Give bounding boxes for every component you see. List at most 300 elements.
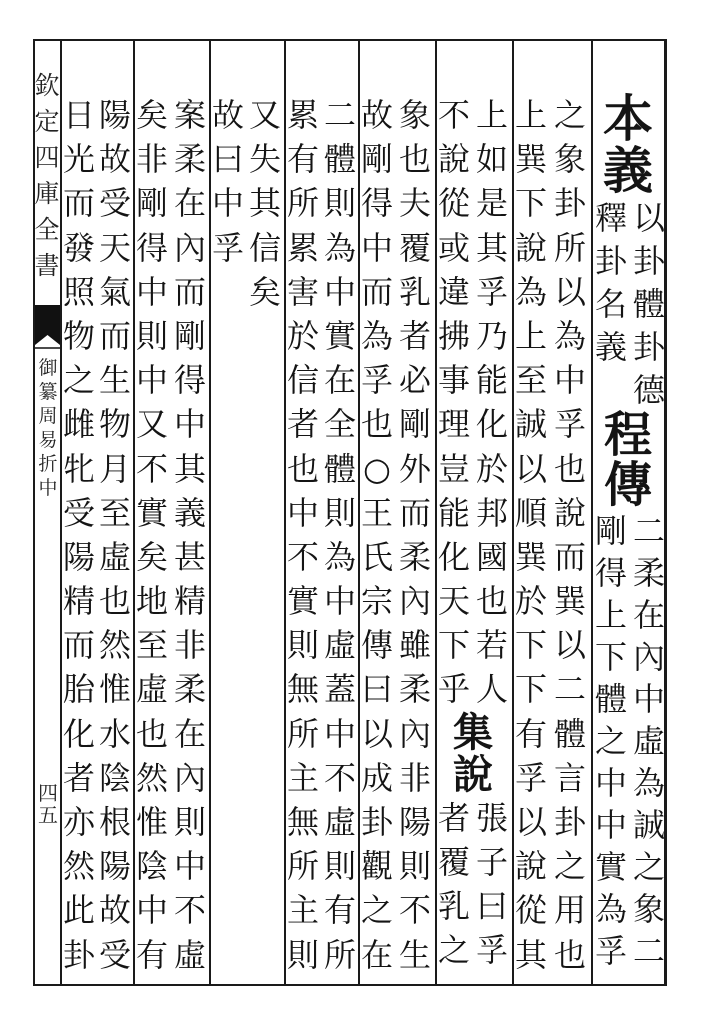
glyph: 然 [98,626,131,665]
glyph: 之 [62,361,95,400]
glyph: 於 [475,449,508,488]
glyph: 是 [475,184,508,223]
glyph: 卦 [62,935,95,974]
glyph: 子 [475,843,508,881]
frame-top-border [33,39,667,41]
glyph: 惟 [135,803,168,841]
glyph: 御 [38,357,58,379]
glyph: 體 [632,285,665,323]
glyph: 理 [437,405,470,444]
glyph: 中 [553,361,586,400]
glyph: 則 [286,626,319,665]
glyph: 至 [514,361,547,400]
glyph: 而 [98,316,131,355]
glyph: 卦 [360,803,393,841]
glyph: 說 [437,140,470,179]
glyph: 矣 [248,272,281,311]
glyph: 柔 [173,670,206,709]
glyph: 全 [34,215,60,244]
glyph: 四 [34,143,60,172]
glyph: 柔 [173,140,206,179]
glyph: 說 [514,228,547,267]
glyph: 而 [398,493,431,532]
glyph: 張 [475,799,508,837]
glyph: 上 [475,96,508,134]
glyph: 以 [514,449,547,488]
glyph: 而 [553,537,586,576]
glyph: 中 [594,806,627,844]
glyph: 二 [632,512,665,550]
glyph: 得 [360,184,393,223]
benyi-heading [593,89,663,200]
glyph: 陽 [98,847,131,886]
glyph: 日 [62,96,95,134]
glyph: 卦 [553,803,586,841]
series-title [33,68,61,284]
benyi-note-left [593,197,629,369]
text-column-2-right [552,93,588,977]
glyph: 曰 [360,670,393,709]
glyph: 體 [323,140,356,179]
glyph: 中 [173,405,206,444]
glyph: 纂 [38,381,58,403]
glyph: 也 [475,582,508,621]
text-column-4-right [397,93,433,977]
glyph: 不 [135,449,168,488]
glyph: 二 [553,670,586,709]
glyph: 則 [323,493,356,532]
glyph: 定 [34,107,60,136]
text-column-5-left [285,93,321,977]
glyph: 也 [286,449,319,488]
glyph: 然 [62,847,95,886]
glyph: 得 [173,361,206,400]
glyph: 不 [437,96,470,134]
glyph: 卦 [594,242,627,280]
glyph: 而 [360,272,393,311]
glyph: 體 [323,449,356,488]
glyph: 覆 [437,843,470,881]
glyph: 孚 [594,932,627,970]
glyph: 四 [38,781,58,805]
glyph: 二 [323,96,356,134]
glyph: 巽 [553,582,586,621]
glyph: 化 [475,405,508,444]
glyph: 內 [173,758,206,797]
chengzhuan-note-right [631,510,667,972]
book-title [36,356,60,500]
glyph: 陰 [135,847,168,886]
glyph: 受 [98,184,131,223]
glyph: 事 [437,361,470,400]
glyph: 害 [286,272,319,311]
glyph: 者 [62,758,95,797]
glyph: 則 [323,847,356,886]
glyph: 柔 [398,670,431,709]
glyph: 則 [398,847,431,886]
glyph: 不 [398,891,431,930]
glyph: 宗 [360,582,393,621]
text-column-6-right [247,93,283,314]
glyph: 曰 [211,140,244,179]
glyph: 精 [62,582,95,621]
glyph: 欽 [34,71,60,100]
glyph: 柔 [398,537,431,576]
glyph: 精 [173,582,206,621]
glyph: 中 [323,714,356,753]
glyph: 義 [603,141,653,200]
glyph: 中 [286,493,319,532]
glyph: 也 [553,449,586,488]
glyph: 為 [632,764,665,802]
glyph: 傳 [603,457,652,513]
glyph: 天 [437,582,470,621]
glyph: 矣 [135,537,168,576]
glyph: 有 [323,891,356,930]
glyph: 易 [38,429,58,451]
glyph: 其 [475,228,508,267]
glyph: 生 [398,935,431,974]
glyph: 也 [98,582,131,621]
glyph: 中 [323,582,356,621]
glyph: 以 [514,803,547,841]
glyph: 虛 [323,803,356,841]
glyph: 中 [632,680,665,718]
glyph: 程 [603,407,652,463]
glyph: 如 [475,140,508,179]
glyph: 上 [514,316,547,355]
text-column-6-left [210,93,246,270]
glyph: 從 [437,184,470,223]
glyph: 內 [398,714,431,753]
text-column-7-right [172,93,208,977]
text-column-5-right [322,93,358,977]
glyph: 書 [34,251,60,280]
glyph: 內 [173,228,206,267]
glyph: 邦 [475,493,508,532]
glyph: 下 [594,638,627,676]
glyph: 全 [323,405,356,444]
glyph: 傳 [360,626,393,665]
glyph: 則 [135,316,168,355]
glyph: 折 [38,453,58,475]
glyph: 五 [38,803,58,827]
glyph: 而 [62,626,95,665]
glyph: 誠 [632,806,665,844]
frame-bottom-border [33,984,667,986]
glyph: 虛 [98,537,131,576]
glyph: 受 [62,493,95,532]
glyph: 實 [323,316,356,355]
glyph: 累 [286,228,319,267]
glyph: 德 [632,371,665,409]
glyph: 發 [62,228,95,267]
glyph: 曰 [475,887,508,925]
glyph: 至 [98,493,131,532]
glyph: 乃 [475,316,508,355]
glyph: 而 [62,184,95,223]
glyph: 孚 [553,405,586,444]
text-column-8-right [97,93,133,977]
glyph: 故 [98,140,131,179]
glyph: 剛 [398,405,431,444]
text-column-3-right-lower [474,796,510,972]
glyph: 也 [398,140,431,179]
glyph: 此 [62,891,95,930]
glyph: 虛 [632,722,665,760]
glyph: 氏 [360,537,393,576]
glyph: 上 [514,96,547,134]
jishuo-heading [438,709,508,798]
glyph: 失 [248,140,281,179]
glyph: 象 [632,890,665,928]
glyph: 夫 [398,184,431,223]
glyph: 有 [286,140,319,179]
glyph: 氣 [98,272,131,311]
glyph: 虛 [323,626,356,665]
glyph: 豈 [437,449,470,488]
glyph: 虛 [173,935,206,974]
glyph: 實 [286,582,319,621]
glyph: 所 [553,228,586,267]
glyph: 覆 [398,228,431,267]
glyph: 中 [135,272,168,311]
glyph: 雖 [398,626,431,665]
glyph: 剛 [594,512,627,550]
glyph: 中 [173,847,206,886]
glyph: 者 [398,316,431,355]
glyph: 孚 [360,361,393,400]
glyph: 成 [360,758,393,797]
glyph: 下 [437,626,470,665]
glyph: 乳 [398,272,431,311]
glyph: 之 [553,847,586,886]
glyph: 在 [360,935,393,974]
glyph: 信 [286,361,319,400]
benyi-note-right [631,197,667,412]
glyph: 虛 [135,670,168,709]
glyph: 中 [38,477,58,499]
glyph: 下 [514,184,547,223]
glyph: 巽 [514,537,547,576]
glyph: 孚 [475,931,508,969]
glyph: 二 [632,932,665,970]
glyph: 為 [360,316,393,355]
text-column-3-left [436,93,472,712]
glyph: 違 [437,272,470,311]
glyph: 則 [286,935,319,974]
glyph: 本 [603,89,653,148]
glyph: 用 [553,891,586,930]
glyph: 象 [398,96,431,134]
glyph: 有 [514,714,547,753]
glyph: 孚 [514,758,547,797]
glyph: 蓋 [323,670,356,709]
glyph: 又 [248,96,281,134]
text-column-7-left [134,93,170,977]
glyph: 中 [360,228,393,267]
glyph: 義 [594,328,627,366]
glyph: 順 [514,493,547,532]
glyph: 以 [553,626,586,665]
glyph: 周 [38,405,58,427]
glyph: 集 [453,709,493,756]
glyph: 牝 [62,449,95,488]
glyph: 不 [286,537,319,576]
glyph: 能 [475,361,508,400]
glyph: 能 [437,493,470,532]
glyph: 所 [286,184,319,223]
glyph: 根 [98,803,131,841]
glyph: 誠 [514,405,547,444]
glyph: 於 [514,582,547,621]
glyph: 為 [514,272,547,311]
glyph: 名 [594,285,627,323]
glyph: 若 [475,626,508,665]
glyph: 化 [62,714,95,753]
glyph: 之 [553,96,586,134]
glyph: 物 [98,405,131,444]
glyph: 或 [437,228,470,267]
glyph: 為 [553,316,586,355]
glyph: 外 [398,449,431,488]
glyph: 至 [135,626,168,665]
glyph: 象 [553,140,586,179]
glyph: 孚 [211,228,244,267]
text-column-3-right [474,93,510,712]
glyph: 得 [594,554,627,592]
glyph: 雌 [62,405,95,444]
glyph: 又 [135,405,168,444]
glyph: 中 [135,891,168,930]
glyph: 得 [135,228,168,267]
glyph: 體 [553,714,586,753]
text-column-8-left [61,93,97,977]
chengzhuan-note-left [593,510,629,972]
glyph: 釋 [594,199,627,237]
glyph: 在 [173,184,206,223]
glyph: 於 [286,316,319,355]
glyph: 案 [173,96,206,134]
glyph: 無 [286,670,319,709]
glyph: 主 [286,758,319,797]
glyph: 故 [211,96,244,134]
glyph: 剛 [360,140,393,179]
glyph: 在 [173,714,206,753]
text-column-3-left-lower [436,796,472,972]
glyph: 中 [211,184,244,223]
glyph: 內 [632,638,665,676]
glyph: 以 [632,199,665,237]
glyph: 有 [135,935,168,974]
glyph: 然 [135,758,168,797]
glyph: 從 [514,891,547,930]
glyph: 卦 [632,242,665,280]
glyph: 庫 [34,179,60,208]
glyph: 實 [594,848,627,886]
glyph: 實 [135,493,168,532]
glyph: 人 [475,670,508,709]
glyph: 天 [98,228,131,267]
glyph: 國 [475,537,508,576]
glyph: 上 [594,596,627,634]
glyph: 言 [553,758,586,797]
glyph: 乎 [437,670,470,709]
glyph: 非 [135,140,168,179]
glyph: 信 [248,228,281,267]
glyph: 矣 [135,96,168,134]
glyph: 惟 [98,670,131,709]
glyph: 中 [135,361,168,400]
page-number [36,782,60,826]
glyph: 化 [437,537,470,576]
glyph: 巽 [514,140,547,179]
glyph: 中 [594,764,627,802]
glyph: 照 [62,272,95,311]
glyph: 王 [360,493,393,532]
glyph: 不 [173,891,206,930]
glyph: 所 [286,714,319,753]
glyph: 乳 [437,887,470,925]
glyph: 也 [360,405,393,444]
glyph: 為 [323,228,356,267]
glyph: 義 [173,493,206,532]
glyph: 者 [437,799,470,837]
glyph: 所 [323,935,356,974]
glyph: 生 [98,361,131,400]
glyph: 陽 [62,537,95,576]
glyph: 剛 [173,316,206,355]
glyph: 說 [553,493,586,532]
glyph: 而 [173,272,206,311]
glyph: 卦 [632,328,665,366]
glyph: 月 [98,449,131,488]
glyph: 觀 [360,847,393,886]
glyph: 故 [360,96,393,134]
glyph: 剛 [135,184,168,223]
glyph: 在 [323,361,356,400]
glyph: 累 [286,96,319,134]
glyph: 陽 [98,96,131,134]
glyph: 非 [173,626,206,665]
glyph: 說 [514,847,547,886]
glyph: 所 [286,847,319,886]
text-column-2-left [513,93,549,977]
text-column-4-left [359,93,395,977]
glyph: 卦 [553,184,586,223]
glyph: 地 [135,582,168,621]
chengzhuan-heading [593,407,663,513]
glyph: 下 [514,626,547,665]
glyph: 則 [323,184,356,223]
glyph: 內 [398,582,431,621]
glyph: 說 [453,751,493,798]
glyph: 亦 [62,803,95,841]
glyph: 胎 [62,670,95,709]
glyph: 甚 [173,537,206,576]
glyph: 則 [173,803,206,841]
glyph: 中 [323,272,356,311]
glyph: ○ [363,449,391,488]
fishtail-mark [35,305,60,349]
glyph: 故 [98,891,131,930]
glyph: 主 [286,891,319,930]
glyph: 以 [360,714,393,753]
glyph: 非 [398,758,431,797]
glyph: 為 [323,537,356,576]
glyph: 也 [553,935,586,974]
glyph: 也 [135,714,168,753]
